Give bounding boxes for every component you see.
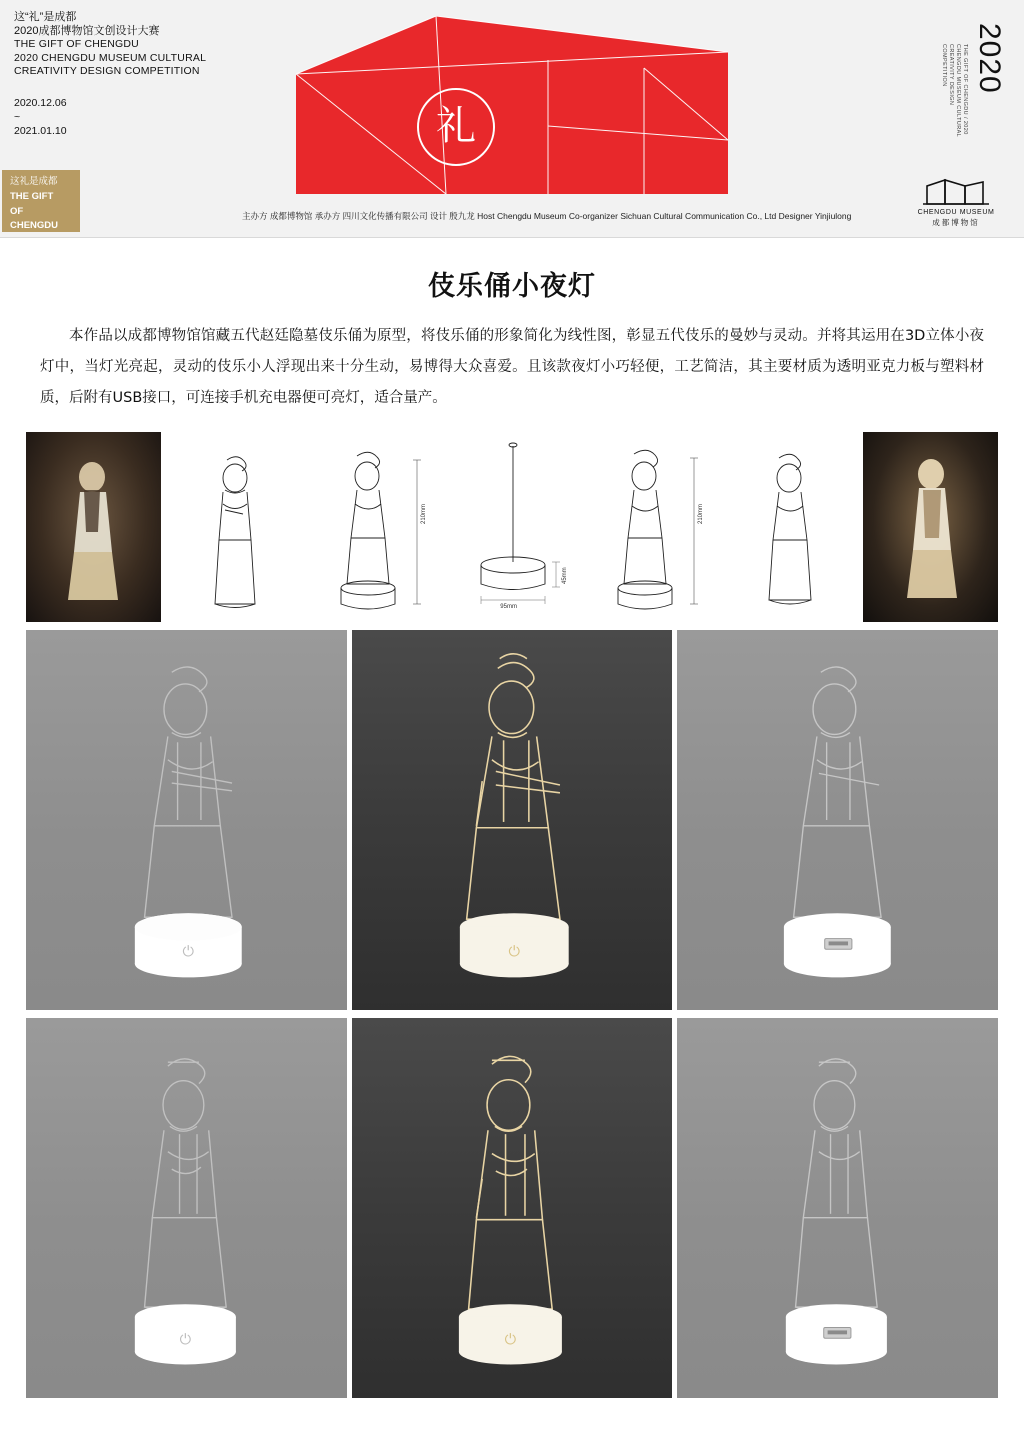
date-start: 2020.12.06 bbox=[14, 97, 67, 109]
line-drawing-front bbox=[165, 432, 300, 622]
render-row-1 bbox=[22, 630, 1002, 1010]
date-separator: ~ bbox=[14, 111, 21, 123]
badge-en-1: THE GIFT bbox=[10, 191, 54, 202]
competition-dates bbox=[14, 96, 67, 138]
dimension-base-width: 95mm bbox=[500, 604, 517, 610]
svg-text:⏻: ⏻ bbox=[182, 943, 195, 961]
museum-name-zh: 成都博物馆 bbox=[932, 218, 980, 227]
project-description: 本作品以成都博物馆馆藏五代赵廷隐墓伎乐俑为原型，将伎乐俑的形象简化为线性图，彰显五代伎乐的曼妙与灵动。并将其运用在3D立体小夜灯中，当灯光亮起，灵动的伎乐小人浮现出来十分生动，易博得大众喜爱。且该款夜灯小巧轻便，工艺简洁，其主要材质为透明亚克力板与塑料材质，后附有USB接口，可连接手机充电器便可亮灯，适合量产。 bbox=[40, 328, 984, 406]
dimension-height-2: 210mm bbox=[697, 503, 704, 524]
date-end: 2021.01.10 bbox=[14, 125, 67, 137]
badge-en-3: CHENGDU bbox=[10, 220, 59, 231]
svg-text:⏻: ⏻ bbox=[508, 943, 520, 961]
poster-header bbox=[0, 0, 1024, 238]
competition-title-en-2: 2020 CHENGDU MUSEUM CULTURAL bbox=[14, 51, 207, 64]
museum-name-en: CHENGDU MUSEUM bbox=[917, 209, 995, 216]
dimension-height-1: 210mm bbox=[420, 503, 427, 524]
competition-title-en-1: THE GIFT OF CHENGDU bbox=[14, 38, 139, 50]
year-label bbox=[974, 8, 1004, 94]
competition-title-en-3: CREATIVITY DESIGN COMPETITION bbox=[14, 65, 200, 77]
badge-zh: 这礼是成都 bbox=[10, 176, 58, 187]
render-row-2 bbox=[22, 1018, 1002, 1398]
dimension-base-height: 45mm bbox=[562, 567, 569, 584]
museum-photo-right bbox=[863, 432, 998, 622]
svg-text:⏻: ⏻ bbox=[504, 1331, 516, 1349]
page-title: 伎乐俑小夜灯 bbox=[428, 271, 596, 302]
render-lamp-back-usb bbox=[677, 630, 998, 1010]
base-dimension-drawing bbox=[444, 432, 579, 622]
line-drawing-with-height-dim-2 bbox=[584, 432, 719, 622]
year-text: 2020 bbox=[973, 23, 1006, 94]
year-subtitle: THE GIFT OF CHENGDU / 2020 CHENGDU MUSEUM CULTURAL CREATIVITY DESIGN COMPETITION bbox=[941, 44, 968, 137]
render-lamp2-on-dark bbox=[352, 1018, 673, 1398]
competition-title-zh-2: 2020成都博物馆文创设计大赛 bbox=[14, 25, 160, 37]
badge-en-2: OF bbox=[10, 205, 24, 217]
competition-title-block bbox=[14, 10, 254, 79]
seal-logo: 礼 bbox=[417, 88, 495, 166]
svg-text:⏻: ⏻ bbox=[179, 1331, 192, 1349]
bottom-spacer bbox=[22, 1398, 1002, 1412]
museum-building-icon bbox=[921, 176, 991, 206]
render-lamp2-off-grey bbox=[26, 1018, 347, 1398]
poster-content bbox=[0, 264, 1024, 1412]
credits-line: 主办方 成都博物馆 承办方 四川文化传播有限公司 设计 殷九龙 Host Chengdu Museum Co-organizer Sichuan Cultural Communication Co., Ltd Designer Yinjiulong bbox=[242, 211, 852, 221]
reference-strip bbox=[22, 432, 1002, 622]
gift-of-chengdu-badge bbox=[2, 170, 80, 232]
museum-photo-left bbox=[26, 432, 161, 622]
chengdu-museum-logo bbox=[910, 176, 1002, 228]
line-drawing-with-height-dim bbox=[305, 432, 440, 622]
render-lamp-on-dark bbox=[352, 630, 673, 1010]
red-box-graphic bbox=[296, 16, 728, 194]
competition-title-zh-1: 这“礼”是成都 bbox=[14, 11, 77, 23]
render-lamp-off-grey bbox=[26, 630, 347, 1010]
line-drawing-back bbox=[723, 432, 858, 622]
render-lamp2-back-usb bbox=[677, 1018, 998, 1398]
